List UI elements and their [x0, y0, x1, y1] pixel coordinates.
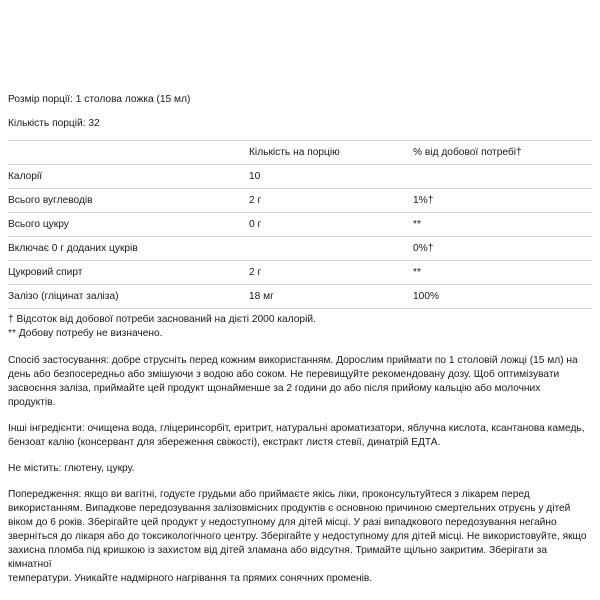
- nutrient-daily-value: 0%†: [413, 237, 592, 261]
- warnings-line: зверніться до лікаря або до токсикологічного центру. Зберігайте у недоступному для дітей місці. Не використовуйте, якщо: [8, 531, 587, 542]
- table-row: [8, 189, 592, 213]
- nutrition-table-header: [8, 141, 592, 165]
- usage-line: Спосіб застосування: добре струсніть перед кожним використанням. Дорослим приймати по 1 столовій ложці (15 мл) на: [8, 355, 578, 366]
- nutrient-amount: 0 г: [249, 213, 413, 237]
- table-row: [8, 261, 592, 285]
- nutrition-table: [8, 140, 592, 309]
- table-row: [8, 165, 592, 189]
- warnings-line: Попередження: якщо ви вагітні, годуєте грудьми або приймаєте якісь ліки, проконсультуйтеся з лікарем перед: [8, 489, 530, 500]
- nutrient-daily-value: **: [413, 213, 592, 237]
- header-amount: Кількість на порцію: [249, 141, 413, 165]
- nutrient-amount: 18 мг: [249, 285, 413, 309]
- warnings: [8, 488, 588, 586]
- table-footnotes: [8, 313, 592, 341]
- nutrient-name: Залізо (гліцинат заліза): [8, 285, 249, 309]
- nutrient-name: Цукровий спирт: [8, 261, 249, 285]
- nutrient-daily-value: [413, 165, 592, 189]
- nutrient-daily-value: **: [413, 261, 592, 285]
- warnings-line: захисна пломба під кришкою із захистом від дітей зламана або відсутня. Тримайте щільно закритим. Зберігати за кімнатної: [8, 545, 548, 570]
- table-row: [8, 237, 592, 261]
- warnings-line: використанням. Випадкове передозування залізовмісних продуктів є основною причиною смертельних отруєнь у дітей: [8, 503, 571, 514]
- nutrient-name: Всього вуглеводів: [8, 189, 249, 213]
- footnote-double-star: ** Добову потребу не визначено.: [8, 328, 163, 339]
- nutrient-name: Всього цукру: [8, 213, 249, 237]
- servings-count: Кількість порцій: 32: [8, 118, 100, 129]
- nutrient-amount: 10: [249, 165, 413, 189]
- header-nutrient: [8, 141, 249, 165]
- nutrient-daily-value: 100%: [413, 285, 592, 309]
- footnote-dagger: † Відсоток від добової потреби заснований на дієті 2000 калорій.: [8, 314, 316, 325]
- warnings-line: віком до 6 років. Зберігайте цей продукт у недоступному для дітей місці. У разі випадкового передозування негайно: [8, 517, 557, 528]
- warnings-line: температури. Уникайте надмірного нагрівання та прямих сонячних променів.: [8, 573, 373, 584]
- nutrient-daily-value: 1%†: [413, 189, 592, 213]
- nutrient-amount: 2 г: [249, 189, 413, 213]
- table-row: [8, 213, 592, 237]
- serving-size: Розмір порції: 1 столова ложка (15 мл): [8, 94, 191, 105]
- nutrient-amount: 2 г: [249, 261, 413, 285]
- header-daily-value: % від добової потребі†: [413, 141, 592, 165]
- ingredients-line: бензоат калію (консервант для збереження свіжості), екстракт листя стевії, динатрій ЕДТА.: [8, 437, 441, 448]
- nutrient-name: Включає 0 г доданих цукрів: [8, 237, 249, 261]
- nutrient-amount: [249, 237, 413, 261]
- ingredients-line: Інші інгредієнти: очищена вода, гліцеринсорбіт, еритрит, натуральні ароматизатори, яблучна кислота, ксантанова камедь,: [8, 423, 585, 434]
- usage-directions: [8, 354, 588, 410]
- free-from-text: Не містить: глютену, цукру.: [8, 463, 135, 474]
- table-row: [8, 285, 592, 309]
- free-from: [8, 462, 588, 476]
- usage-line: засвоєння заліза, приймайте цей продукт щонайменше за 2 години до або після прийому кальцію або молочних продуктів.: [8, 383, 541, 408]
- nutrient-name: Калорії: [8, 165, 249, 189]
- usage-line: день або безпосередньо або змішуючи з водою або соком. Не перевищуйте рекомендовану дозу. Щоб оптимізувати: [8, 369, 560, 380]
- other-ingredients: [8, 422, 588, 450]
- product-info-content: [8, 93, 592, 598]
